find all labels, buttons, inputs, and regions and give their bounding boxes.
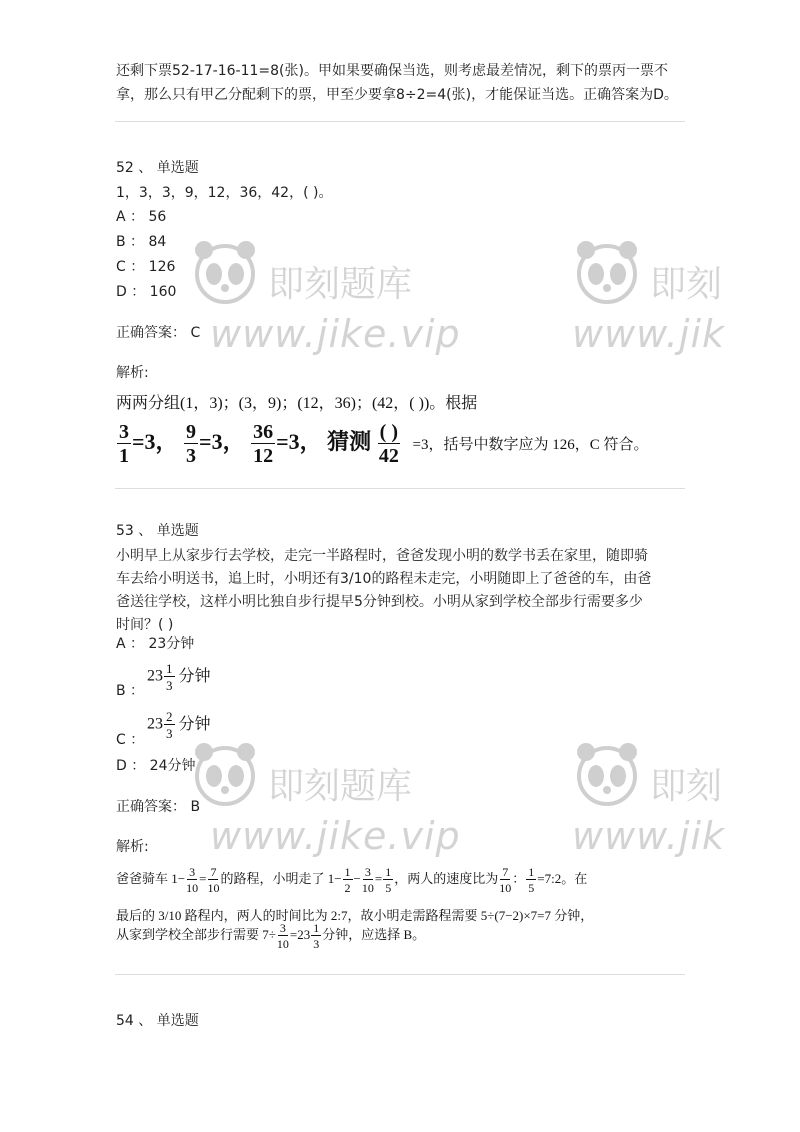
q53-answer: 正确答案： B bbox=[116, 799, 201, 815]
q52-answer: 正确答案： C bbox=[116, 325, 201, 341]
fraction: $\frac{7}{10}$ bbox=[499, 865, 512, 895]
q52-option-c[interactable]: C ： 126 bbox=[116, 259, 176, 275]
q53-analysis-line-1: 爸爸骑车 1− $\frac{3}{10}$ = $\frac{7}{10}$ 的路程，小明走了 1− $\frac{1}{2}$ − $\frac{3}{10}$ = $\frac{1}{5}$ ，两人的速度比为 $\frac{7}{10}$ ： $\frac{1}{5}$ =7:2。在 bbox=[116, 865, 588, 895]
q54-header: 54 、 单选题 bbox=[116, 1013, 199, 1029]
watermark-url: www.jike.vip bbox=[210, 312, 461, 356]
watermark-url: www.jik bbox=[572, 814, 726, 858]
divider bbox=[115, 974, 685, 975]
fraction: $\frac{7}{10}$ bbox=[207, 865, 220, 895]
intro-line-2: 拿，那么只有甲乙分配剩下的票，甲至少要拿8÷2=4(张)，才能保证当选。正确答案为D。 bbox=[116, 87, 678, 103]
watermark bbox=[190, 236, 461, 376]
q52-analysis-line-1: 两两分组(1，3)；(3，9)；(12，36)；(42，( ))。根据 bbox=[116, 395, 478, 412]
q53-analysis-line-3: 从家到学校全部步行需要 7÷ $\frac{3}{10}$ =23 $\frac{1}{3}$ 分钟，应选择 B。 bbox=[116, 921, 426, 951]
panda-logo-icon bbox=[190, 738, 260, 808]
watermark-url: www.jik bbox=[572, 312, 726, 356]
watermark bbox=[572, 236, 726, 376]
watermark-url: www.jike.vip bbox=[210, 814, 461, 858]
watermark bbox=[190, 738, 461, 862]
q53-option-c-label: C ： bbox=[116, 732, 145, 748]
q53-stem-line-1: 小明早上从家步行去学校，走完一半路程时，爸爸发现小明的数学书丢在家里，随即骑 bbox=[116, 548, 648, 564]
watermark-brand: 即刻题库 bbox=[268, 766, 413, 807]
divider bbox=[115, 488, 685, 489]
fraction: $\frac{1}{5}$ bbox=[385, 865, 392, 895]
divider bbox=[115, 121, 685, 122]
fraction: $\frac{3}{10}$ bbox=[276, 921, 289, 951]
fraction: $\frac{3}{10}$ bbox=[186, 865, 199, 895]
fraction: $\frac{1}{3}$ bbox=[313, 921, 320, 951]
q52-stem: 1，3，3，9，12，36，42，( )。 bbox=[116, 185, 333, 201]
q53-option-d[interactable]: D ： 24分钟 bbox=[116, 758, 196, 774]
q53-stem-line-3: 爸送往学校，这样小明比独自步行提早5分钟到校。小明从家到学校全部步行需要多少 bbox=[116, 594, 643, 610]
watermark-brand: 即刻 bbox=[650, 766, 723, 807]
intro-line-1: 还剩下票52-17-16-11=8(张)。甲如果要确保当选，则考虑最差情况，剩下的票丙一票不 bbox=[116, 63, 668, 79]
q53-analysis-label: 解析: bbox=[116, 839, 149, 855]
q52-analysis-label: 解析: bbox=[116, 365, 149, 381]
q53-option-a[interactable]: A ： 23分钟 bbox=[116, 636, 195, 652]
fraction: $\frac{2}{3}$ bbox=[166, 709, 173, 741]
q53-header: 53 、 单选题 bbox=[116, 523, 199, 539]
q52-analysis-formula: $\frac{3}{1}$ =3， $\frac{9}{3}$ =3， $\frac{36}{12}$ =3， 猜测 $\frac{( )}{42}$ =3，括号中数字应为 126，C 符合。 bbox=[119, 421, 649, 467]
fraction: $\frac{1}{2}$ bbox=[344, 865, 351, 895]
q53-option-b-label: B ： bbox=[116, 683, 145, 699]
panda-logo-icon bbox=[572, 236, 642, 306]
panda-logo-icon bbox=[572, 738, 642, 808]
panda-logo-icon bbox=[190, 236, 260, 306]
fraction: $\frac{3}{10}$ bbox=[361, 865, 374, 895]
q52-option-a[interactable]: A ： 56 bbox=[116, 209, 167, 225]
fraction: $\frac{36}{12}$ bbox=[253, 421, 274, 467]
q53-option-c-value: 23 $\frac{2}{3}$ 分钟 bbox=[147, 709, 211, 741]
fraction: $\frac{( )}{42}$ bbox=[378, 421, 399, 467]
q53-option-b-value: 23 $\frac{1}{3}$ 分钟 bbox=[147, 661, 211, 693]
fraction: $\frac{1}{5}$ bbox=[528, 865, 535, 895]
watermark-brand: 即刻题库 bbox=[268, 264, 413, 305]
fraction: $\frac{1}{3}$ bbox=[166, 661, 173, 693]
q52-header: 52 、 单选题 bbox=[116, 160, 199, 176]
watermark bbox=[572, 738, 726, 878]
q52-option-b[interactable]: B ： 84 bbox=[116, 234, 167, 250]
q52-option-d[interactable]: D ： 160 bbox=[116, 284, 177, 300]
q53-analysis-line-2: 最后的 3/10 路程内，两人的时间比为 2:7，故小明走需路程需要 5÷(7−2)×7=7 分钟， bbox=[116, 908, 594, 923]
q53-stem-line-4: 时间？( ) bbox=[116, 617, 174, 633]
fraction: $\frac{3}{1}$ bbox=[119, 421, 129, 467]
watermark-brand: 即刻 bbox=[650, 264, 723, 305]
fraction: $\frac{9}{3}$ bbox=[186, 421, 197, 467]
q53-stem-line-2: 车去给小明送书，追上时，小明还有3/10的路程未走完，小明随即上了爸爸的车，由爸 bbox=[116, 571, 652, 587]
